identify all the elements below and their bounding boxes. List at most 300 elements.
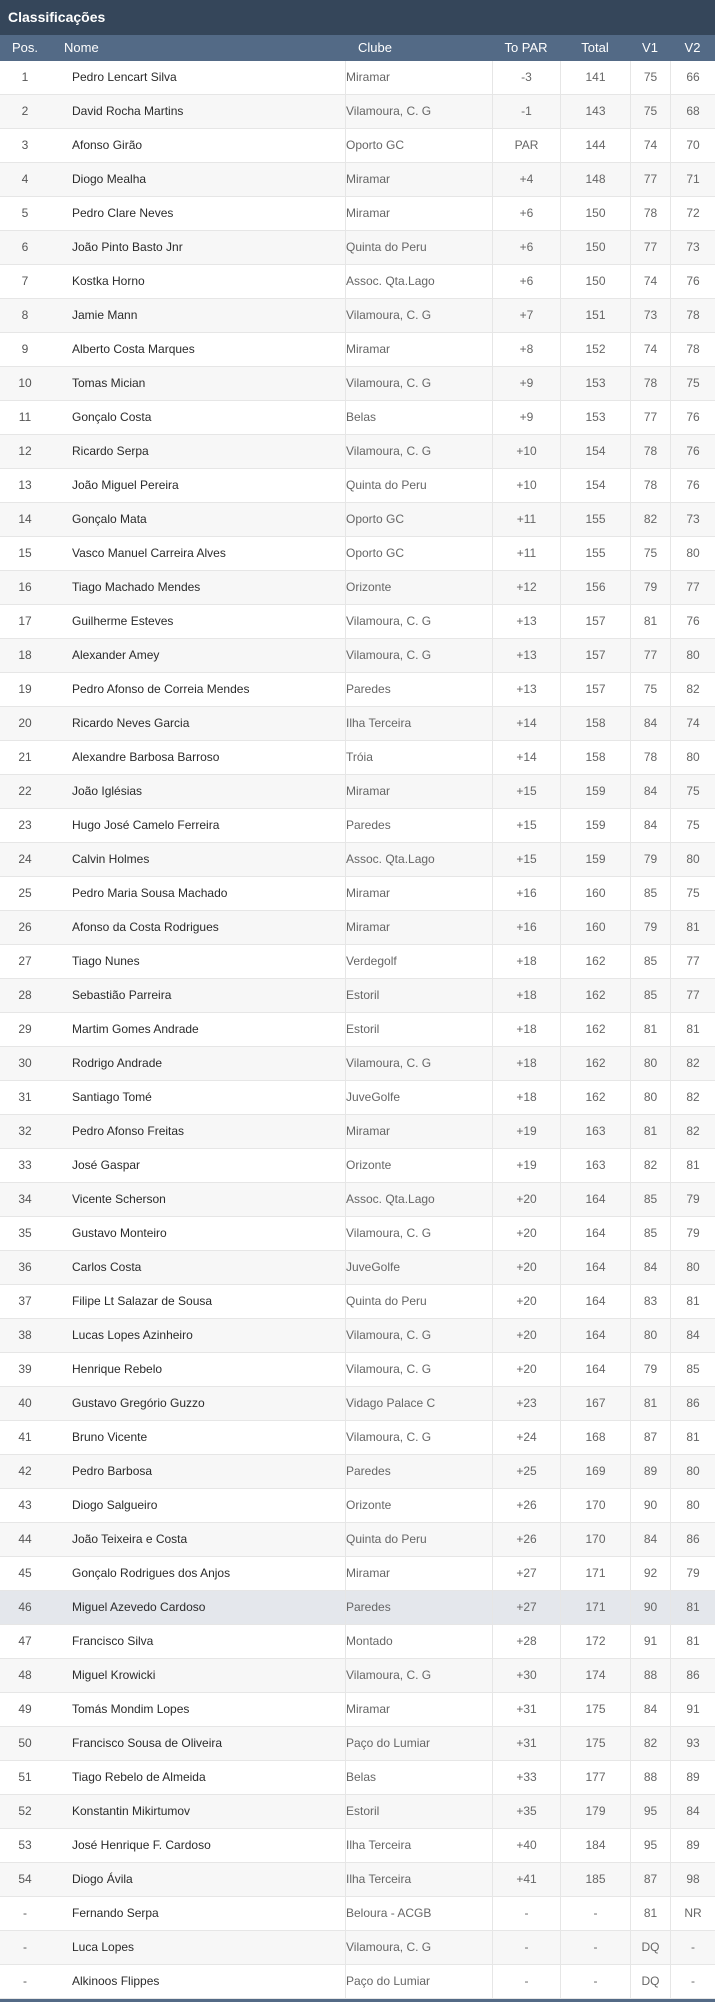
row-total: 177 [560, 1761, 630, 1794]
column-header-clube[interactable]: Clube [358, 40, 392, 55]
row-topar: +18 [492, 1013, 560, 1046]
row-topar: - [492, 1965, 560, 1998]
row-v1: 84 [630, 707, 670, 740]
row-total: 184 [560, 1829, 630, 1862]
row-pos: 44 [18, 1532, 32, 1546]
row-pos: 36 [18, 1260, 32, 1274]
row-pos: - [23, 1940, 27, 1954]
row-v1: 85 [630, 1217, 670, 1250]
row-v2: 75 [670, 367, 715, 400]
table-row[interactable] [0, 163, 715, 197]
table-row[interactable] [0, 1387, 715, 1421]
row-clube: Quinta do Peru [345, 231, 490, 264]
row-v2: 76 [670, 265, 715, 298]
row-topar: +18 [492, 1081, 560, 1114]
row-topar: +6 [492, 231, 560, 264]
table-row[interactable] [0, 299, 715, 333]
row-total: 158 [560, 707, 630, 740]
row-nome: Diogo Salgueiro [72, 1498, 158, 1512]
row-v1: 84 [630, 775, 670, 808]
row-v1: 85 [630, 979, 670, 1012]
row-total: 163 [560, 1149, 630, 1182]
row-v2: 80 [670, 537, 715, 570]
row-topar: +20 [492, 1353, 560, 1386]
row-nome: Pedro Afonso Freitas [72, 1124, 185, 1138]
row-clube: Oporto GC [345, 537, 490, 570]
row-v1: 79 [630, 843, 670, 876]
table-row[interactable] [0, 1285, 715, 1319]
row-total: 179 [560, 1795, 630, 1828]
row-clube: Vilamoura, C. G [345, 1659, 490, 1692]
row-total: 185 [560, 1863, 630, 1896]
row-pos: 33 [18, 1158, 32, 1172]
row-clube: Vilamoura, C. G [345, 605, 490, 638]
table-row[interactable] [0, 809, 715, 843]
row-clube: Beloura - ACGB [345, 1897, 490, 1930]
table-row[interactable] [0, 775, 715, 809]
row-total: 151 [560, 299, 630, 332]
row-clube: Paredes [345, 1591, 490, 1624]
row-pos: 15 [18, 546, 32, 560]
row-total: 144 [560, 129, 630, 162]
row-topar: +15 [492, 809, 560, 842]
row-nome: Tiago Nunes [72, 954, 140, 968]
row-topar: +18 [492, 979, 560, 1012]
table-row[interactable] [0, 571, 715, 605]
row-nome: Alberto Costa Marques [72, 342, 195, 356]
table-row[interactable] [0, 1183, 715, 1217]
row-v1: 79 [630, 571, 670, 604]
row-total: 170 [560, 1523, 630, 1556]
row-v1: 82 [630, 503, 670, 536]
table-row[interactable] [0, 231, 715, 265]
row-nome: Calvin Holmes [72, 852, 150, 866]
row-topar: +20 [492, 1319, 560, 1352]
row-v1: 77 [630, 639, 670, 672]
row-v2: 66 [670, 61, 715, 94]
row-v2: 76 [670, 435, 715, 468]
row-total: 162 [560, 1013, 630, 1046]
row-pos: 14 [18, 512, 32, 526]
row-topar: +31 [492, 1693, 560, 1726]
row-pos: 52 [18, 1804, 32, 1818]
table-row[interactable] [0, 1931, 715, 1965]
table-row[interactable] [0, 1319, 715, 1353]
row-pos: 53 [18, 1838, 32, 1852]
column-header-nome[interactable]: Nome [64, 40, 99, 55]
row-topar: +33 [492, 1761, 560, 1794]
row-topar: +20 [492, 1251, 560, 1284]
row-clube: Miramar [345, 333, 490, 366]
row-v1: 75 [630, 61, 670, 94]
row-total: 167 [560, 1387, 630, 1420]
row-clube: Vilamoura, C. G [345, 1217, 490, 1250]
table-row[interactable] [0, 1353, 715, 1387]
row-clube: Estoril [345, 1795, 490, 1828]
row-v1: DQ [630, 1931, 670, 1964]
row-pos: 27 [18, 954, 32, 968]
row-v2: 81 [670, 1285, 715, 1318]
row-nome: Francisco Silva [72, 1634, 154, 1648]
row-clube: Vilamoura, C. G [345, 1931, 490, 1964]
row-topar: +12 [492, 571, 560, 604]
table-row[interactable] [0, 1149, 715, 1183]
row-nome: Alexandre Barbosa Barroso [72, 750, 220, 764]
row-nome: João Pinto Basto Jnr [72, 240, 183, 254]
table-row[interactable] [0, 265, 715, 299]
row-clube: Verdegolf [345, 945, 490, 978]
table-row[interactable] [0, 469, 715, 503]
row-pos: 31 [18, 1090, 32, 1104]
row-v1: 85 [630, 1183, 670, 1216]
table-row[interactable] [0, 1115, 715, 1149]
row-clube: Vilamoura, C. G [345, 639, 490, 672]
row-total: 164 [560, 1285, 630, 1318]
row-total: 155 [560, 537, 630, 570]
table-row[interactable] [0, 1761, 715, 1795]
row-v2: - [670, 1931, 715, 1964]
row-v1: 82 [630, 1727, 670, 1760]
row-v2: 77 [670, 979, 715, 1012]
row-total: 175 [560, 1693, 630, 1726]
row-v1: 84 [630, 809, 670, 842]
row-v2: 82 [670, 1115, 715, 1148]
column-header-v2[interactable]: V2 [684, 40, 701, 55]
row-nome: Diogo Ávila [72, 1872, 133, 1886]
row-pos: 54 [18, 1872, 32, 1886]
table-row[interactable] [0, 537, 715, 571]
row-total: 150 [560, 265, 630, 298]
row-total: 172 [560, 1625, 630, 1658]
row-pos: 42 [18, 1464, 32, 1478]
table-row[interactable] [0, 333, 715, 367]
table-row[interactable] [0, 605, 715, 639]
row-nome: Gonçalo Mata [72, 512, 147, 526]
row-clube: Belas [345, 401, 490, 434]
row-pos: 13 [18, 478, 32, 492]
row-clube: Assoc. Qta.Lago [345, 843, 490, 876]
row-clube: Miramar [345, 1693, 490, 1726]
row-topar: +14 [492, 741, 560, 774]
row-v1: 78 [630, 741, 670, 774]
table-row[interactable] [0, 1591, 715, 1625]
row-v1: 92 [630, 1557, 670, 1590]
table-row[interactable] [0, 1659, 715, 1693]
row-pos: 40 [18, 1396, 32, 1410]
row-v2: 76 [670, 469, 715, 502]
row-nome: Filipe Lt Salazar de Sousa [72, 1294, 213, 1308]
row-clube: Oporto GC [345, 129, 490, 162]
table-row[interactable] [0, 1693, 715, 1727]
row-pos: 30 [18, 1056, 32, 1070]
row-clube: Quinta do Peru [345, 469, 490, 502]
row-total: 154 [560, 435, 630, 468]
row-total: 162 [560, 1047, 630, 1080]
row-pos: 41 [18, 1430, 32, 1444]
row-total: 158 [560, 741, 630, 774]
row-total: 159 [560, 843, 630, 876]
row-nome: Luca Lopes [72, 1940, 135, 1954]
row-topar: +13 [492, 673, 560, 706]
table-row[interactable] [0, 197, 715, 231]
table-body [0, 61, 715, 1999]
row-topar: +15 [492, 775, 560, 808]
table-row[interactable] [0, 1727, 715, 1761]
table-row[interactable] [0, 1965, 715, 1999]
row-clube: Vilamoura, C. G [345, 1353, 490, 1386]
row-nome: José Gaspar [72, 1158, 141, 1172]
row-v2: 80 [670, 741, 715, 774]
row-nome: João Miguel Pereira [72, 478, 179, 492]
row-total: 159 [560, 809, 630, 842]
row-clube: Miramar [345, 197, 490, 230]
row-v1: 81 [630, 1897, 670, 1930]
row-v1: 91 [630, 1625, 670, 1658]
row-v2: 70 [670, 129, 715, 162]
row-clube: Orizonte [345, 571, 490, 604]
row-topar: +24 [492, 1421, 560, 1454]
table-row[interactable] [0, 877, 715, 911]
row-v2: 86 [670, 1659, 715, 1692]
row-v2: 77 [670, 945, 715, 978]
row-topar: +11 [492, 503, 560, 536]
table-row[interactable] [0, 1081, 715, 1115]
table-row[interactable] [0, 1455, 715, 1489]
table-row[interactable] [0, 843, 715, 877]
row-clube: Vidago Palace C [345, 1387, 490, 1420]
row-v1: 75 [630, 673, 670, 706]
row-v2: 81 [670, 1625, 715, 1658]
row-v2: 82 [670, 1047, 715, 1080]
row-nome: Gustavo Gregório Guzzo [72, 1396, 205, 1410]
row-v2: 73 [670, 231, 715, 264]
row-nome: Pedro Clare Neves [72, 206, 174, 220]
row-pos: 47 [18, 1634, 32, 1648]
table-row[interactable] [0, 1863, 715, 1897]
row-v1: 88 [630, 1761, 670, 1794]
row-nome: Miguel Krowicki [72, 1668, 156, 1682]
row-v1: 81 [630, 605, 670, 638]
row-nome: Konstantin Mikirtumov [72, 1804, 191, 1818]
row-topar: +20 [492, 1285, 560, 1318]
table-row[interactable] [0, 1557, 715, 1591]
row-total: 148 [560, 163, 630, 196]
row-total: - [560, 1931, 630, 1964]
row-pos: 2 [21, 104, 29, 118]
table-row[interactable] [0, 61, 715, 95]
row-topar: +9 [492, 401, 560, 434]
row-nome: Gonçalo Costa [72, 410, 152, 424]
row-v2: 78 [670, 299, 715, 332]
row-total: 162 [560, 1081, 630, 1114]
row-v2: 75 [670, 775, 715, 808]
row-v1: 77 [630, 231, 670, 264]
row-nome: Vasco Manuel Carreira Alves [72, 546, 226, 560]
row-topar: +23 [492, 1387, 560, 1420]
row-topar: +19 [492, 1149, 560, 1182]
row-nome: Rodrigo Andrade [72, 1056, 163, 1070]
row-nome: Jamie Mann [72, 308, 138, 322]
row-pos: 19 [18, 682, 32, 696]
row-pos: 45 [18, 1566, 32, 1580]
row-clube: Miramar [345, 163, 490, 196]
table-row[interactable] [0, 1625, 715, 1659]
row-clube: Estoril [345, 979, 490, 1012]
row-pos: - [23, 1906, 27, 1920]
row-clube: Vilamoura, C. G [345, 367, 490, 400]
row-total: 162 [560, 979, 630, 1012]
row-v2: 76 [670, 401, 715, 434]
row-nome: Fernando Serpa [72, 1906, 159, 1920]
row-nome: Alexander Amey [72, 648, 160, 662]
row-topar: +18 [492, 1047, 560, 1080]
row-v2: 76 [670, 605, 715, 638]
row-v2: 74 [670, 707, 715, 740]
table-row[interactable] [0, 1251, 715, 1285]
row-clube: Orizonte [345, 1149, 490, 1182]
row-v2: 73 [670, 503, 715, 536]
row-clube: Orizonte [345, 1489, 490, 1522]
table-row[interactable] [0, 503, 715, 537]
table-row[interactable] [0, 129, 715, 163]
row-v1: 74 [630, 333, 670, 366]
row-nome: Martim Gomes Andrade [72, 1022, 199, 1036]
row-v1: 81 [630, 1387, 670, 1420]
row-clube: Miramar [345, 877, 490, 910]
row-total: 159 [560, 775, 630, 808]
table-row[interactable] [0, 1217, 715, 1251]
row-pos: 12 [18, 444, 32, 458]
column-header-topar[interactable]: To PAR [504, 40, 548, 55]
column-header-pos[interactable]: Pos. [11, 40, 38, 55]
row-total: 156 [560, 571, 630, 604]
row-total: 170 [560, 1489, 630, 1522]
row-pos: 24 [18, 852, 32, 866]
table-row[interactable] [0, 1047, 715, 1081]
row-nome: Francisco Sousa de Oliveira [72, 1736, 223, 1750]
row-clube: Ilha Terceira [345, 707, 490, 740]
row-total: 157 [560, 673, 630, 706]
row-topar: +25 [492, 1455, 560, 1488]
table-row[interactable] [0, 1523, 715, 1557]
row-nome: José Henrique F. Cardoso [72, 1838, 211, 1852]
row-topar: +35 [492, 1795, 560, 1828]
row-v1: 88 [630, 1659, 670, 1692]
table-row[interactable] [0, 979, 715, 1013]
row-v2: - [670, 1965, 715, 1998]
row-v1: 74 [630, 129, 670, 162]
row-topar: +31 [492, 1727, 560, 1760]
row-total: 164 [560, 1251, 630, 1284]
table-row[interactable] [0, 673, 715, 707]
table-row[interactable] [0, 1897, 715, 1931]
row-total: 152 [560, 333, 630, 366]
row-v1: 95 [630, 1829, 670, 1862]
row-topar: +11 [492, 537, 560, 570]
row-nome: Lucas Lopes Azinheiro [72, 1328, 193, 1342]
row-clube: JuveGolfe [345, 1251, 490, 1284]
row-pos: 3 [21, 138, 29, 152]
table-row[interactable] [0, 1013, 715, 1047]
row-pos: 6 [21, 240, 29, 254]
table-row[interactable] [0, 911, 715, 945]
table-row[interactable] [0, 435, 715, 469]
row-total: 160 [560, 877, 630, 910]
row-clube: Vilamoura, C. G [345, 1421, 490, 1454]
table-row[interactable] [0, 1795, 715, 1829]
row-nome: Kostka Horno [72, 274, 145, 288]
row-nome: Ricardo Serpa [72, 444, 149, 458]
row-topar: +26 [492, 1523, 560, 1556]
row-pos: 35 [18, 1226, 32, 1240]
row-nome: Ricardo Neves Garcia [72, 716, 190, 730]
row-topar: +16 [492, 877, 560, 910]
table-row[interactable] [0, 367, 715, 401]
row-v1: 84 [630, 1693, 670, 1726]
column-header-v1[interactable]: V1 [642, 40, 658, 55]
row-total: 141 [560, 61, 630, 94]
row-v1: 82 [630, 1149, 670, 1182]
row-total: 160 [560, 911, 630, 944]
row-v1: 80 [630, 1047, 670, 1080]
table-row[interactable] [0, 1421, 715, 1455]
row-v1: 75 [630, 95, 670, 128]
column-header-total[interactable]: Total [581, 40, 609, 55]
row-total: 174 [560, 1659, 630, 1692]
table-row[interactable] [0, 741, 715, 775]
row-v1: 87 [630, 1863, 670, 1896]
table-row[interactable] [0, 639, 715, 673]
row-nome: Henrique Rebelo [72, 1362, 163, 1376]
row-pos: 8 [21, 308, 29, 322]
row-v1: 80 [630, 1081, 670, 1114]
row-v1: DQ [630, 1965, 670, 1998]
row-topar: +27 [492, 1591, 560, 1624]
row-v1: 89 [630, 1455, 670, 1488]
table-row[interactable] [0, 95, 715, 129]
table-row[interactable] [0, 945, 715, 979]
table-row[interactable] [0, 707, 715, 741]
row-pos: 25 [18, 886, 32, 900]
row-v2: 82 [670, 673, 715, 706]
row-pos: 37 [18, 1294, 32, 1308]
row-total: 175 [560, 1727, 630, 1760]
table-row[interactable] [0, 1829, 715, 1863]
row-v2: 81 [670, 1149, 715, 1182]
row-total: 164 [560, 1319, 630, 1352]
row-total: 150 [560, 231, 630, 264]
row-pos: 7 [21, 274, 29, 288]
row-nome: Carlos Costa [72, 1260, 142, 1274]
row-clube: Estoril [345, 1013, 490, 1046]
row-pos: 11 [18, 410, 32, 424]
row-total: 143 [560, 95, 630, 128]
table-row[interactable] [0, 401, 715, 435]
row-pos: 29 [18, 1022, 32, 1036]
row-v1: 79 [630, 1353, 670, 1386]
row-nome: Afonso Girão [72, 138, 143, 152]
row-v2: 91 [670, 1693, 715, 1726]
row-v1: 73 [630, 299, 670, 332]
row-pos: 32 [18, 1124, 32, 1138]
row-clube: Vilamoura, C. G [345, 95, 490, 128]
table-row[interactable] [0, 1489, 715, 1523]
row-v2: 75 [670, 809, 715, 842]
row-clube: Assoc. Qta.Lago [345, 265, 490, 298]
table-header [0, 35, 715, 61]
row-clube: JuveGolfe [345, 1081, 490, 1114]
row-clube: Vilamoura, C. G [345, 1047, 490, 1080]
